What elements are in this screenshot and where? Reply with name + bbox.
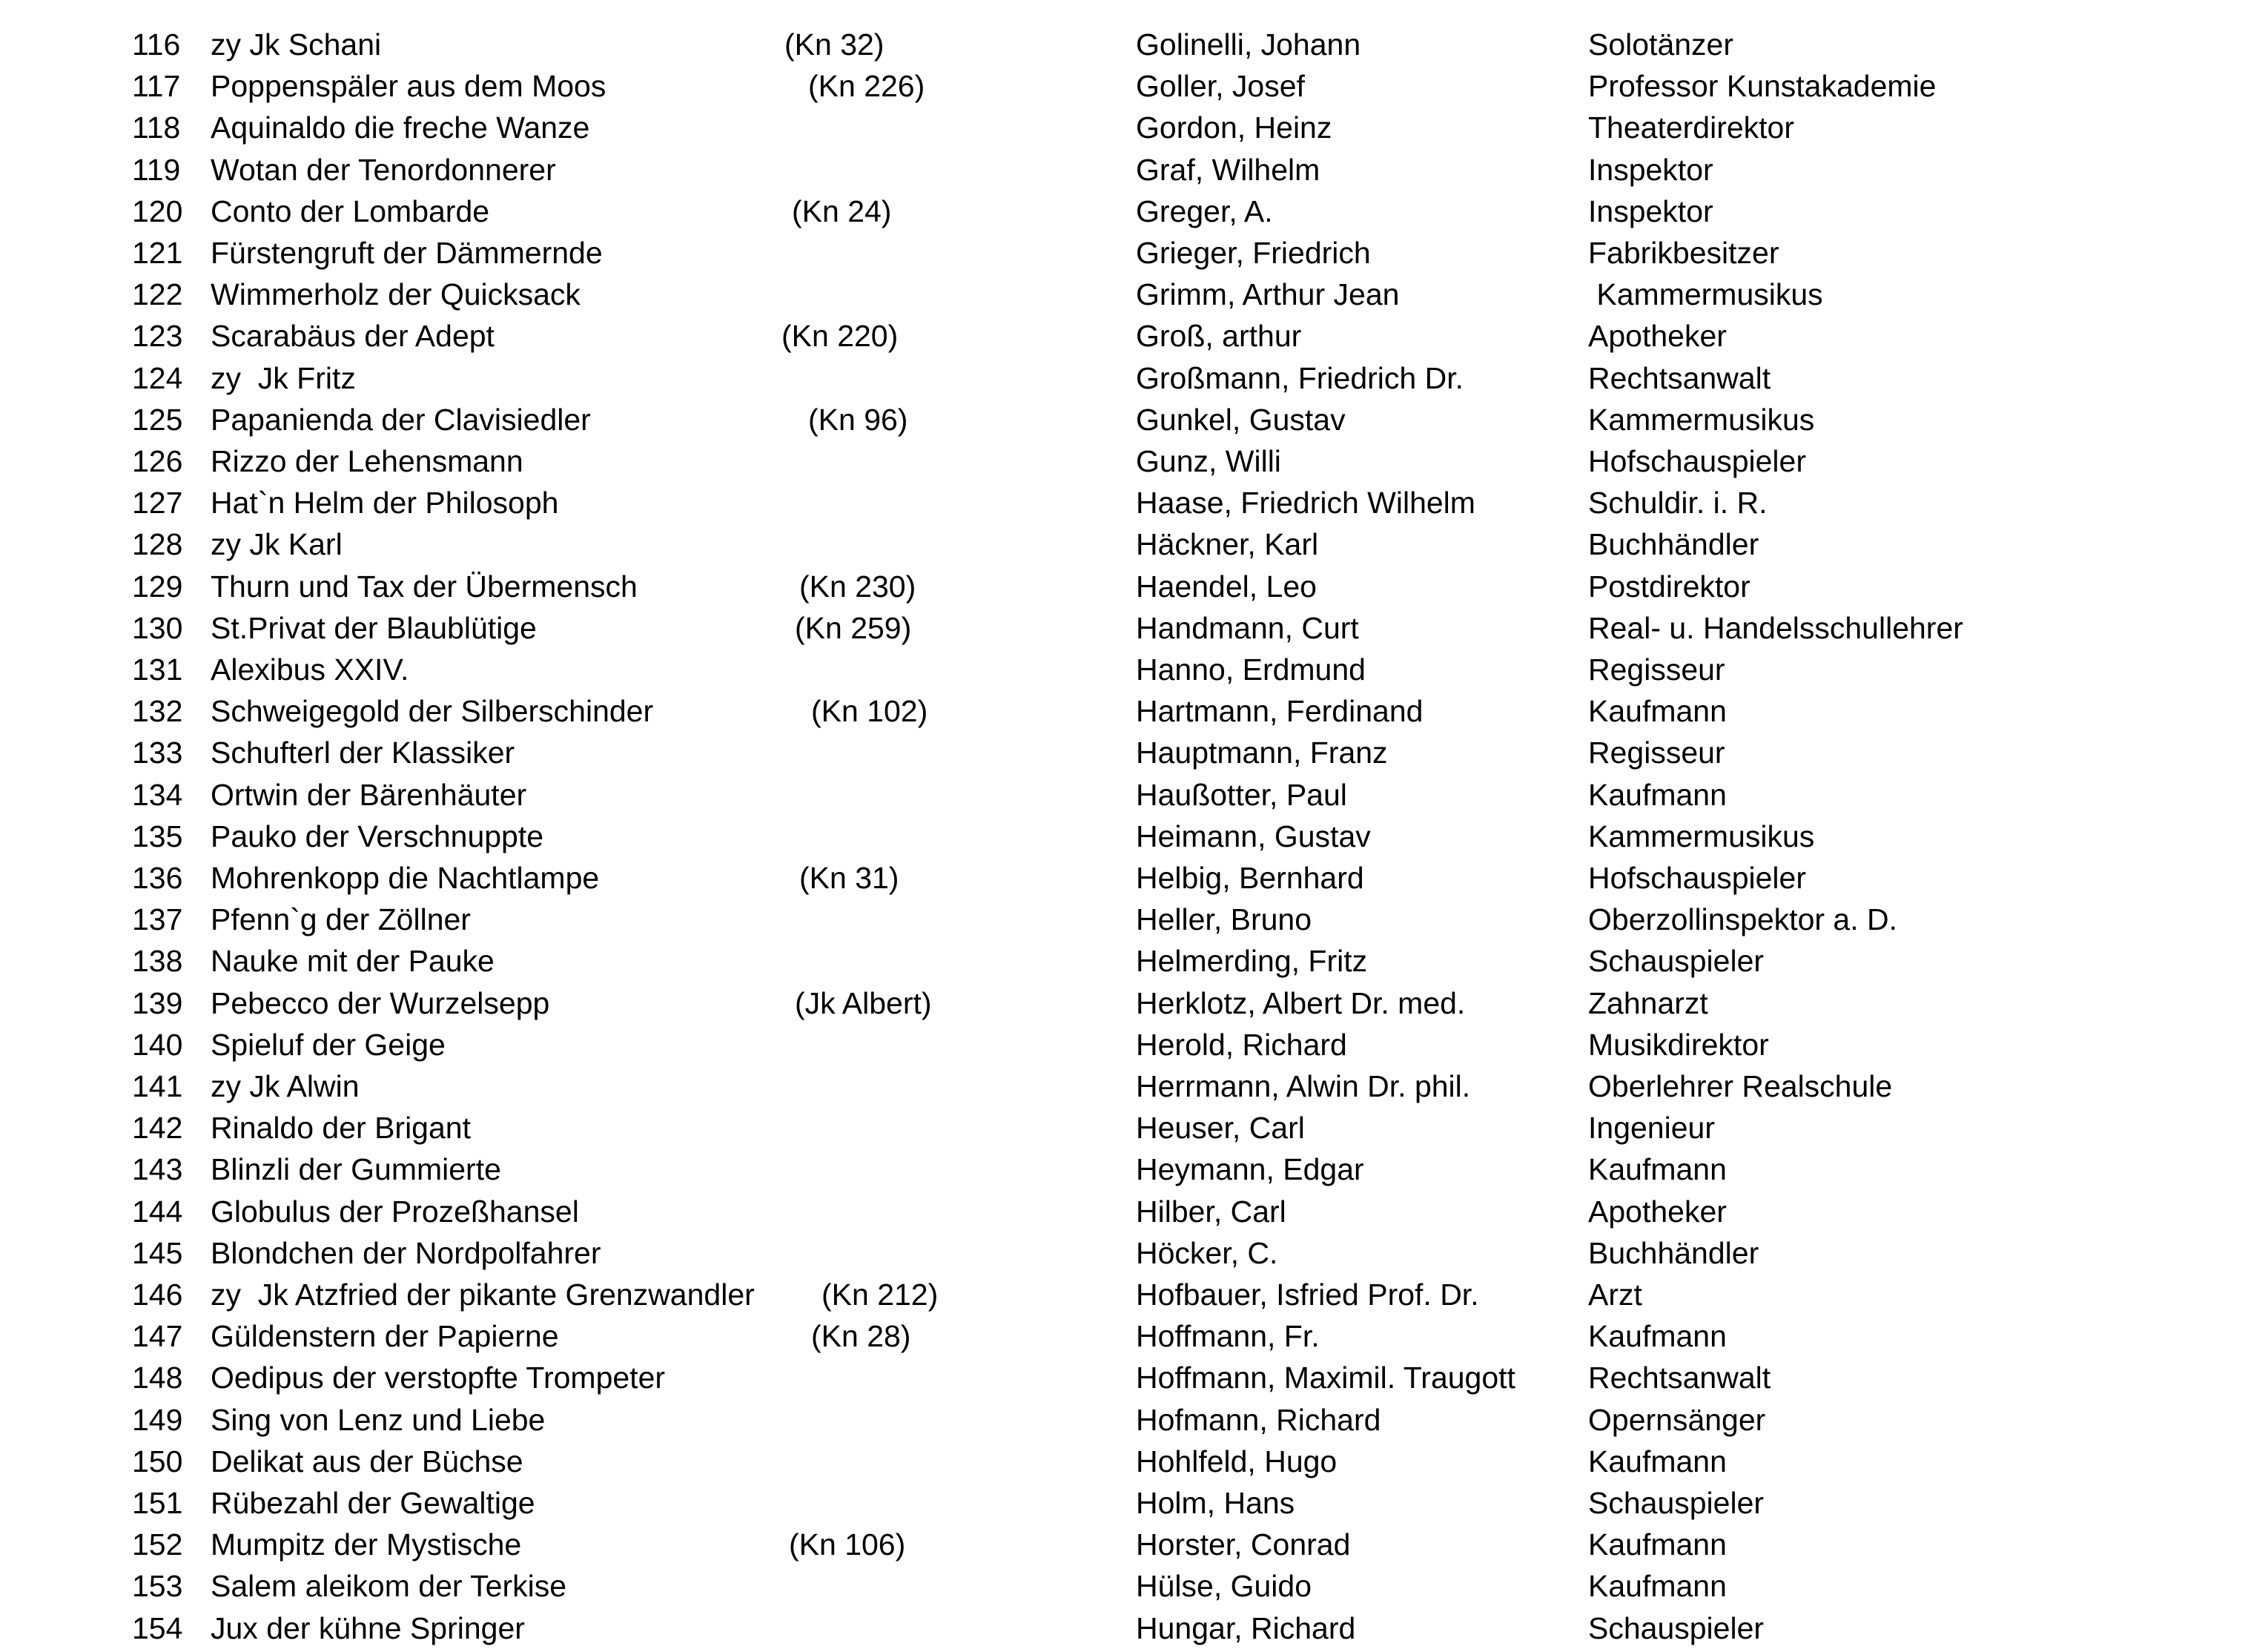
entry-occupation: Arzt <box>1588 1278 1642 1312</box>
entry-alias: Rübezahl der Gewaltige <box>211 1486 535 1520</box>
entry-occupation: Hofschauspieler <box>1588 444 1806 478</box>
entry-number: 131 <box>132 652 183 687</box>
entry-name: Herklotz, Albert Dr. med. <box>1136 985 1466 1020</box>
entry-alias: Ortwin der Bärenhäuter <box>211 777 527 812</box>
entry-number: 120 <box>132 194 183 228</box>
table-row <box>0 107 2268 148</box>
entry-number: 146 <box>132 1278 183 1312</box>
table-row <box>0 1024 2268 1065</box>
entry-occupation: Real- u. Handelsschullehrer <box>1588 610 1963 645</box>
table-row <box>0 1274 2268 1315</box>
entry-occupation: Solotänzer <box>1588 27 1734 62</box>
entry-alias: Mohrenkopp die Nachtlampe <box>211 861 600 895</box>
entry-number: 119 <box>132 152 181 187</box>
entry-name: Heuser, Carl <box>1136 1111 1305 1146</box>
entry-reference: (Kn 28) <box>811 1319 911 1354</box>
entry-occupation: Regisseur <box>1588 652 1725 687</box>
entry-occupation: Kaufmann <box>1588 1319 1727 1354</box>
entry-name: Gunz, Willi <box>1136 444 1281 478</box>
entry-number: 152 <box>132 1527 183 1562</box>
entry-alias: Oedipus der verstopfte Trompeter <box>211 1361 666 1395</box>
entry-number: 138 <box>132 944 183 979</box>
entry-name: Höcker, C. <box>1136 1235 1278 1270</box>
entry-occupation: Schauspieler <box>1588 1610 1765 1645</box>
entry-occupation: Kaufmann <box>1588 1444 1727 1478</box>
entry-alias: Mumpitz der Mystische <box>211 1527 522 1562</box>
entry-name: Hoffmann, Maximil. Traugott <box>1136 1361 1515 1395</box>
entry-alias: Rizzo der Lehensmann <box>211 444 523 478</box>
entry-occupation: Apotheker <box>1588 319 1727 354</box>
table-row <box>0 191 2268 232</box>
entry-occupation: Apotheker <box>1588 1194 1727 1229</box>
entry-alias: zy Jk Alwin <box>211 1069 360 1103</box>
entry-reference: (Kn 212) <box>821 1278 939 1312</box>
entry-occupation: Inspektor <box>1588 194 1713 228</box>
entry-name: Haendel, Leo <box>1136 569 1317 604</box>
entry-name: Graf, Wilhelm <box>1136 152 1320 187</box>
entry-name: Heimann, Gustav <box>1136 819 1371 853</box>
table-row <box>0 523 2268 565</box>
entry-name: Golinelli, Johann <box>1136 27 1361 62</box>
entry-name: Häckner, Karl <box>1136 527 1319 562</box>
entry-occupation: Oberzollinspektor a. D. <box>1588 902 1898 937</box>
entry-alias: Blinzli der Gummierte <box>211 1152 501 1187</box>
entry-number: 142 <box>132 1111 183 1146</box>
entry-occupation: Schauspieler <box>1588 944 1765 979</box>
entry-number: 149 <box>132 1402 183 1437</box>
table-row <box>0 982 2268 1024</box>
entry-name: Hohlfeld, Hugo <box>1136 1444 1338 1478</box>
entry-alias: Schweigegold der Silberschinder <box>211 694 654 729</box>
entry-name: Haase, Friedrich Wilhelm <box>1136 486 1475 521</box>
entry-reference: (Kn 24) <box>792 194 892 228</box>
entry-name: Gunkel, Gustav <box>1136 402 1346 437</box>
entry-occupation: Inspektor <box>1588 152 1713 187</box>
table-row <box>0 899 2268 940</box>
entry-alias: Papanienda der Clavisiedler <box>211 402 591 437</box>
entry-name: Hofmann, Richard <box>1136 1402 1381 1437</box>
entry-alias: Spieluf der Geige <box>211 1027 446 1062</box>
entry-occupation: Kaufmann <box>1588 1569 1727 1604</box>
table-row <box>0 607 2268 649</box>
entry-name: Hofbauer, Isfried Prof. Dr. <box>1136 1278 1479 1312</box>
entry-number: 118 <box>132 110 181 145</box>
entry-occupation: Kaufmann <box>1588 1152 1727 1187</box>
entry-number: 153 <box>132 1569 183 1604</box>
entry-number: 133 <box>132 736 183 770</box>
entry-reference: (Kn 220) <box>781 319 899 354</box>
entry-alias: Delikat aus der Büchse <box>211 1444 523 1478</box>
entry-alias: zy Jk Karl <box>211 527 343 562</box>
entry-number: 154 <box>132 1610 183 1645</box>
entry-occupation: Kaufmann <box>1588 1527 1727 1562</box>
entry-alias: Nauke mit der Pauke <box>211 944 495 979</box>
entry-name: Hoffmann, Fr. <box>1136 1319 1320 1354</box>
entry-occupation: Kaufmann <box>1588 694 1727 729</box>
entry-number: 139 <box>132 985 183 1020</box>
entry-occupation: Kaufmann <box>1588 777 1727 812</box>
table-row <box>0 1607 2268 1649</box>
entry-alias: Blondchen der Nordpolfahrer <box>211 1235 601 1270</box>
entry-occupation: Kammermusikus <box>1588 402 1815 437</box>
entry-occupation: Buchhändler <box>1588 1235 1759 1270</box>
table-row <box>0 440 2268 482</box>
table-row <box>0 274 2268 315</box>
table-row <box>0 857 2268 899</box>
entry-number: 127 <box>132 486 183 521</box>
entry-number: 129 <box>132 569 183 604</box>
table-row <box>0 1524 2268 1565</box>
entry-reference: (Kn 259) <box>795 610 912 645</box>
entry-alias: Wotan der Tenordonnerer <box>211 152 556 187</box>
table-row <box>0 1232 2268 1274</box>
entry-alias: Salem aleikom der Terkise <box>211 1569 567 1604</box>
table-row <box>0 1399 2268 1441</box>
entry-number: 136 <box>132 861 183 895</box>
table-row <box>0 1065 2268 1107</box>
entry-alias: Globulus der Prozeßhansel <box>211 1194 579 1229</box>
entry-name: Herold, Richard <box>1136 1027 1347 1062</box>
entry-number: 117 <box>132 69 181 104</box>
entry-name: Helmerding, Fritz <box>1136 944 1368 979</box>
entry-occupation: Rechtsanwalt <box>1588 1361 1771 1395</box>
table-row <box>0 65 2268 107</box>
entry-occupation: Postdirektor <box>1588 569 1750 604</box>
entry-name: Heymann, Edgar <box>1136 1152 1364 1187</box>
entry-occupation: Kammermusikus <box>1588 819 1815 853</box>
entry-occupation: Hofschauspieler <box>1588 861 1806 895</box>
entry-alias: Schufterl der Klassiker <box>211 736 515 770</box>
entry-alias: Conto der Lombarde <box>211 194 490 228</box>
entry-number: 134 <box>132 777 183 812</box>
entry-number: 141 <box>132 1069 183 1103</box>
entry-number: 121 <box>132 236 183 270</box>
entry-name: Greger, A. <box>1136 194 1273 228</box>
entry-number: 130 <box>132 610 183 645</box>
table-row <box>0 1315 2268 1357</box>
entry-reference: (Kn 31) <box>799 861 899 895</box>
table-row <box>0 357 2268 399</box>
entry-occupation: Opernsänger <box>1588 1402 1766 1437</box>
entry-reference: (Kn 226) <box>808 69 925 104</box>
entry-alias: Jux der kühne Springer <box>211 1610 525 1645</box>
entry-alias: Pauko der Verschnuppte <box>211 819 544 853</box>
table-row <box>0 1191 2268 1232</box>
entry-alias: Thurn und Tax der Übermensch <box>211 569 638 604</box>
entry-number: 124 <box>132 360 183 395</box>
entry-name: Hilber, Carl <box>1136 1194 1286 1229</box>
entry-alias: Sing von Lenz und Liebe <box>211 1402 546 1437</box>
entry-number: 151 <box>132 1486 183 1520</box>
table-row <box>0 315 2268 357</box>
entry-name: Groß, arthur <box>1136 319 1302 354</box>
table-row <box>0 1482 2268 1524</box>
table-row <box>0 1441 2268 1482</box>
table-row <box>0 774 2268 816</box>
entry-name: Hungar, Richard <box>1136 1610 1356 1645</box>
entry-name: Helbig, Bernhard <box>1136 861 1364 895</box>
entry-occupation: Fabrikbesitzer <box>1588 236 1779 270</box>
entry-number: 148 <box>132 1361 183 1395</box>
entry-name: Grimm, Arthur Jean <box>1136 277 1400 312</box>
entry-reference: (Kn 230) <box>799 569 916 604</box>
entry-number: 125 <box>132 402 183 437</box>
entry-occupation: Schauspieler <box>1588 1486 1765 1520</box>
table-row <box>0 399 2268 440</box>
entry-number: 126 <box>132 444 183 478</box>
table-row <box>0 1565 2268 1607</box>
entry-occupation: Theaterdirektor <box>1588 110 1795 145</box>
entry-number: 132 <box>132 694 183 729</box>
entry-alias: Güldenstern der Papierne <box>211 1319 559 1354</box>
entry-number: 123 <box>132 319 183 354</box>
entry-number: 128 <box>132 527 183 562</box>
entry-name: Hauptmann, Franz <box>1136 736 1388 770</box>
entry-name: Handmann, Curt <box>1136 610 1359 645</box>
entry-name: Holm, Hans <box>1136 1486 1295 1520</box>
entry-name: Haußotter, Paul <box>1136 777 1347 812</box>
entry-occupation: Ingenieur <box>1588 1111 1715 1146</box>
entry-number: 116 <box>132 27 181 62</box>
entry-reference: (Kn 106) <box>789 1527 906 1562</box>
entry-occupation: Kammermusikus <box>1588 277 1823 312</box>
table-row <box>0 149 2268 191</box>
entry-number: 145 <box>132 1235 183 1270</box>
entry-alias: zy Jk Schani <box>211 27 382 62</box>
entry-alias: zy Jk Fritz <box>211 360 356 395</box>
entry-alias: Hat`n Helm der Philosoph <box>211 486 559 521</box>
table-row <box>0 649 2268 690</box>
table-row <box>0 1149 2268 1190</box>
entry-number: 140 <box>132 1027 183 1062</box>
entry-occupation: Oberlehrer Realschule <box>1588 1069 1893 1103</box>
entry-name: Goller, Josef <box>1136 69 1305 104</box>
entry-number: 122 <box>132 277 183 312</box>
entry-number: 150 <box>132 1444 183 1478</box>
entry-occupation: Schuldir. i. R. <box>1588 486 1768 521</box>
table-row <box>0 816 2268 857</box>
entry-reference: (Kn 102) <box>811 694 928 729</box>
entry-alias: Scarabäus der Adept <box>211 319 495 354</box>
table-row <box>0 1357 2268 1398</box>
entry-alias: Rinaldo der Brigant <box>211 1111 471 1146</box>
entry-occupation: Professor Kunstakademie <box>1588 69 1937 104</box>
entry-name: Hülse, Guido <box>1136 1569 1312 1604</box>
entry-number: 137 <box>132 902 183 937</box>
table-row <box>0 232 2268 274</box>
entry-alias: St.Privat der Blaublütige <box>211 610 537 645</box>
table-row <box>0 24 2268 65</box>
entry-occupation: Regisseur <box>1588 736 1725 770</box>
table-row <box>0 482 2268 523</box>
entry-name: Großmann, Friedrich Dr. <box>1136 360 1464 395</box>
table-row <box>0 690 2268 732</box>
table-row <box>0 566 2268 607</box>
entry-occupation: Rechtsanwalt <box>1588 360 1771 395</box>
entry-alias: Poppenspäler aus dem Moos <box>211 69 606 104</box>
entry-name: Hartmann, Ferdinand <box>1136 694 1424 729</box>
entry-alias: zy Jk Atzfried der pikante Grenzwandler <box>211 1278 755 1312</box>
entry-number: 144 <box>132 1194 183 1229</box>
entry-name: Gordon, Heinz <box>1136 110 1332 145</box>
table-row <box>0 940 2268 982</box>
entry-number: 143 <box>132 1152 183 1187</box>
entry-reference: (Kn 96) <box>808 402 908 437</box>
entry-alias: Alexibus XXIV. <box>211 652 409 687</box>
entry-name: Herrmann, Alwin Dr. phil. <box>1136 1069 1471 1103</box>
entry-alias: Pebecco der Wurzelsepp <box>211 985 550 1020</box>
entry-number: 147 <box>132 1319 183 1354</box>
entry-alias: Aquinaldo die freche Wanze <box>211 110 590 145</box>
entry-reference: (Kn 32) <box>784 27 885 62</box>
entry-occupation: Zahnarzt <box>1588 985 1708 1020</box>
entry-reference: (Jk Albert) <box>795 985 932 1020</box>
entry-name: Grieger, Friedrich <box>1136 236 1371 270</box>
entry-name: Hanno, Erdmund <box>1136 652 1366 687</box>
entry-number: 135 <box>132 819 183 853</box>
entry-alias: Fürstengruft der Dämmernde <box>211 236 603 270</box>
table-row <box>0 732 2268 773</box>
table-row <box>0 1107 2268 1149</box>
entry-name: Horster, Conrad <box>1136 1527 1351 1562</box>
entry-alias: Wimmerholz der Quicksack <box>211 277 581 312</box>
entry-alias: Pfenn`g der Zöllner <box>211 902 471 937</box>
entry-occupation: Musikdirektor <box>1588 1027 1769 1062</box>
entry-name: Heller, Bruno <box>1136 902 1312 937</box>
entry-occupation: Buchhändler <box>1588 527 1759 562</box>
